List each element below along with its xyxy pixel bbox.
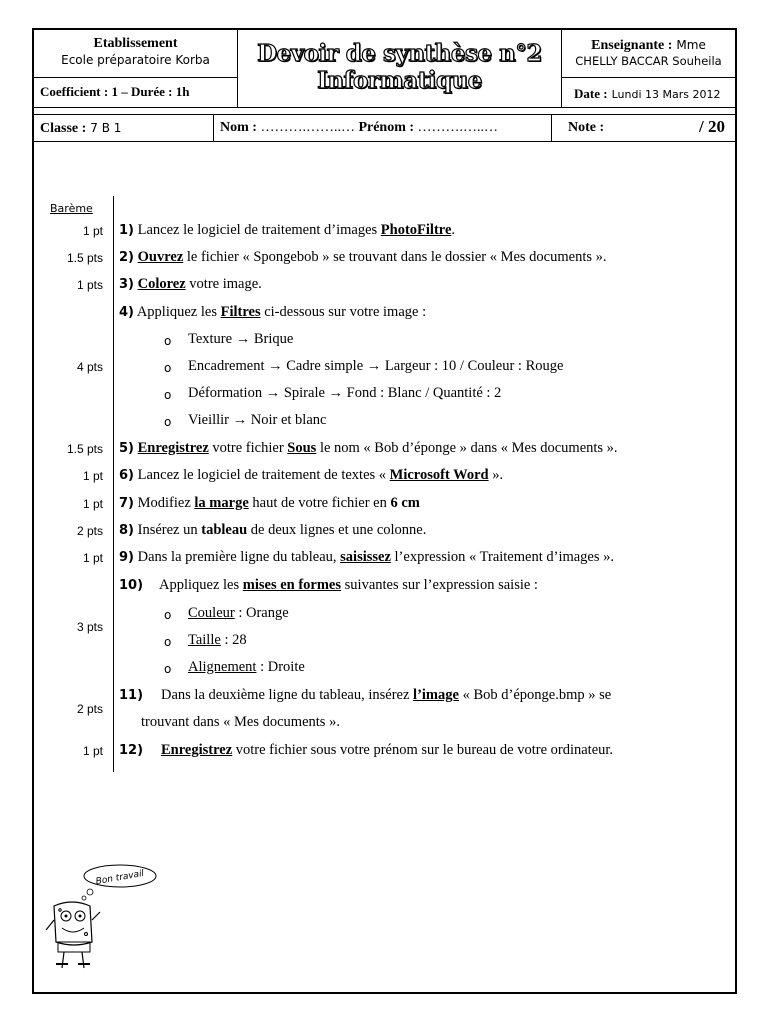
prenom-label: Prénom : xyxy=(358,120,415,135)
bareme-title: Barème xyxy=(50,202,93,215)
enseignante-label: Enseignante : xyxy=(591,38,673,53)
bullet-icon: o xyxy=(164,608,172,622)
spongebob-sketch-icon xyxy=(42,858,172,978)
prenom-dots: ……….…..… xyxy=(417,120,499,135)
points-q4: 4 pts xyxy=(76,360,103,374)
q4-item-1: Texture → Brique xyxy=(188,331,294,347)
bullet-icon: o xyxy=(164,662,172,676)
question-5: 5) Enregistrez votre fichier Sous le nom « Bob d’éponge » dans « Mes documents ». xyxy=(119,440,618,456)
question-4: 4) Appliquez les Filtres ci-dessous sur votre image : xyxy=(119,304,427,320)
points-q9: 1 pt xyxy=(82,551,103,565)
points-q7: 1 pt xyxy=(82,497,103,511)
coefficient-cell xyxy=(34,78,238,108)
enseignante-cell xyxy=(562,30,735,78)
date-value: Lundi 13 Mars 2012 xyxy=(611,88,721,101)
question-10: 10) Appliquez les mises en formes suivantes sur l’expression saisie : xyxy=(119,577,538,593)
coefficient-text: Coefficient : 1 – Durée : 1h xyxy=(40,84,190,99)
points-q3: 1 pts xyxy=(76,278,103,292)
question-11-continued: trouvant dans « Mes documents ». xyxy=(141,714,340,730)
date-cell xyxy=(562,78,735,108)
question-1: 1) Lancez le logiciel de traitement d’images PhotoFiltre. xyxy=(119,222,456,238)
enseignante-name: CHELLY BACCAR Souheila xyxy=(575,54,722,68)
bullet-icon: o xyxy=(164,334,172,348)
q10-item-1: Couleur : Orange xyxy=(188,605,289,621)
question-3: 3) Colorez votre image. xyxy=(119,276,262,292)
etablissement-label: Etablissement xyxy=(93,36,178,51)
date-label: Date : xyxy=(574,86,608,101)
points-q5: 1.5 pts xyxy=(66,442,103,456)
points-q12: 1 pt xyxy=(82,744,103,758)
classe-label: Classe : xyxy=(40,121,87,136)
points-q10: 3 pts xyxy=(76,620,103,634)
points-q2: 1.5 pts xyxy=(66,251,103,265)
question-12: 12) Enregistrez votre fichier sous votre prénom sur le bureau de votre ordinateur. xyxy=(119,742,614,758)
question-11: 11) Dans la deuxième ligne du tableau, insérez l’image « Bob d’éponge.bmp » se xyxy=(119,687,612,703)
bareme-separator xyxy=(113,196,114,772)
nom-dots: ……….……..… xyxy=(260,120,355,135)
classe-cell xyxy=(34,114,214,142)
q10-item-3: Alignement : Droite xyxy=(188,659,305,675)
etablissement-value: Ecole préparatoire Korba xyxy=(61,53,210,67)
bullet-icon: o xyxy=(164,635,172,649)
etablissement-cell xyxy=(34,30,238,78)
points-q6: 1 pt xyxy=(82,469,103,483)
exam-title: Devoir de synthèse n°2 xyxy=(257,40,542,67)
note-total: / 20 xyxy=(699,117,725,136)
question-2: 2) Ouvrez le fichier « Spongebob » se trouvant dans le dossier « Mes documents ». xyxy=(119,249,607,265)
nom-label: Nom : xyxy=(220,120,257,135)
title-cell xyxy=(238,30,562,108)
bullet-icon: o xyxy=(164,415,172,429)
points-q11: 2 pts xyxy=(76,702,103,716)
exam-subject: Informatique xyxy=(317,67,482,94)
question-6: 6) Lancez le logiciel de traitement de textes « Microsoft Word ». xyxy=(119,467,504,483)
bullet-icon: o xyxy=(164,361,172,375)
nom-prenom-cell xyxy=(214,114,552,142)
note-label: Note : xyxy=(568,120,605,135)
question-7: 7) Modifiez la marge haut de votre fichier en 6 cm xyxy=(119,495,420,511)
points-q8: 2 pts xyxy=(76,524,103,538)
classe-value: 7 B 1 xyxy=(90,121,122,135)
note-cell xyxy=(552,114,735,142)
question-9: 9) Dans la première ligne du tableau, saisissez l’expression « Traitement d’images ». xyxy=(119,549,615,565)
question-8: 8) Insérez un tableau de deux lignes et une colonne. xyxy=(119,522,427,538)
q4-item-2: Encadrement → Cadre simple → Largeur : 10 / Couleur : Rouge xyxy=(188,358,564,374)
q4-item-3: Déformation → Spirale → Fond : Blanc / Quantité : 2 xyxy=(188,385,502,401)
speech-bubble-text: Bon travail xyxy=(95,868,145,888)
points-q1: 1 pt xyxy=(82,224,103,238)
bullet-icon: o xyxy=(164,388,172,402)
q10-item-2: Taille : 28 xyxy=(188,632,247,648)
exam-header xyxy=(34,30,735,142)
enseignante-title: Mme xyxy=(676,38,706,52)
q4-item-4: Vieillir → Noir et blanc xyxy=(188,412,327,428)
